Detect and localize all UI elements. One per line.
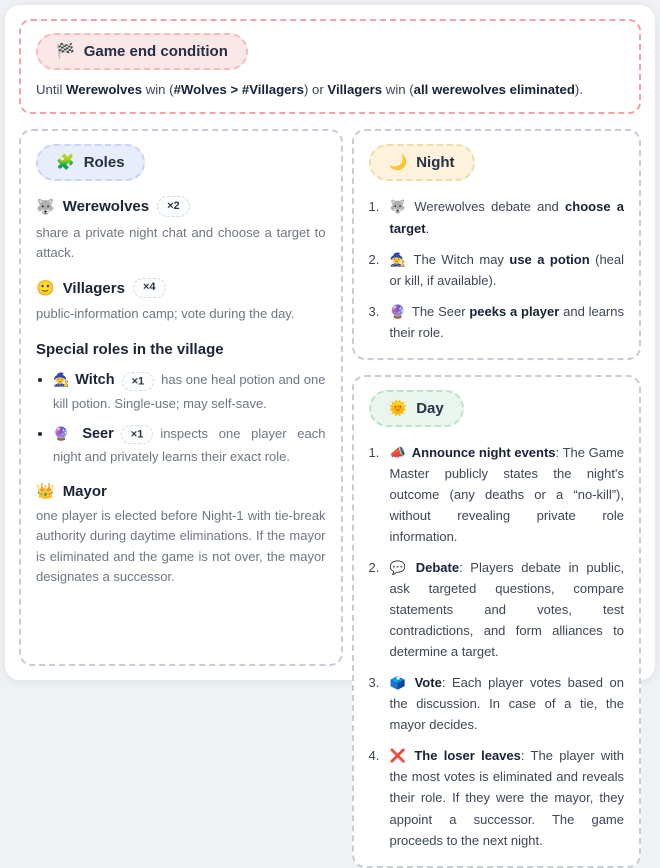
step-number: 3. xyxy=(368,675,380,691)
role-description: share a private night chat and choose a target to attack. xyxy=(36,224,326,260)
special-role-witch xyxy=(53,369,326,414)
day-steps xyxy=(369,442,625,851)
roles-card xyxy=(19,129,343,666)
role-group-werewolves xyxy=(36,181,326,262)
role-name: Villagers xyxy=(62,279,125,297)
cross-mark-icon: ❌ xyxy=(389,748,409,764)
day-step-1 xyxy=(369,442,625,547)
night-badge xyxy=(369,144,475,181)
role-heading xyxy=(36,482,326,500)
content-columns xyxy=(19,129,641,848)
night-step-3 xyxy=(369,301,625,343)
day-badge xyxy=(369,390,464,427)
night-step-1 xyxy=(369,196,625,238)
roles-badge xyxy=(36,144,145,181)
count-badge: ×1 xyxy=(121,425,154,444)
count-badge: ×2 xyxy=(157,196,190,216)
megaphone-icon: 📣 xyxy=(389,444,406,460)
wolf-icon: 🐺 xyxy=(389,199,409,215)
role-heading xyxy=(36,196,326,216)
day-card xyxy=(352,375,642,868)
step-text: ❌ The loser leaves: The player with the most votes is eliminated and reveals their role. If they were the mayor, they appoint a successor. The game proceeds to the next night. xyxy=(389,748,625,848)
step-number: 1. xyxy=(368,199,380,215)
game-end-card xyxy=(19,19,641,114)
step-number: 4. xyxy=(368,748,380,764)
game-end-text: Until Werewolves win (#Wolves > #Villagers) or Villagers win (all werewolves eliminated). xyxy=(36,82,583,97)
step-text: 🐺 Werewolves debate and choose a target. xyxy=(389,199,625,236)
puzzle-icon: 🧩 xyxy=(56,154,75,172)
role-name: Seer xyxy=(82,425,114,442)
special-roles-list xyxy=(36,369,326,476)
night-step-2 xyxy=(369,249,625,291)
witch-icon: 🧙 xyxy=(389,251,408,267)
step-text: 📣 Announce night events: The Game Master publicly states the night's outcome (any deaths or a “no-kill”), without revealing private role information. xyxy=(389,444,625,544)
night-card xyxy=(352,129,642,359)
smiley-icon: 🙂 xyxy=(36,280,55,298)
step-number: 3. xyxy=(368,303,380,319)
step-number: 1. xyxy=(368,444,380,460)
step-text: 💬 Debate: Players debate in public, ask targeted questions, compare statements and votes, test contradictions, and form alliances to determine a target. xyxy=(389,560,624,660)
day-title: Day xyxy=(416,399,444,417)
count-badge: ×1 xyxy=(122,372,155,391)
rules-sheet xyxy=(4,4,656,848)
sun-icon: 🌞 xyxy=(388,399,408,417)
day-step-4 xyxy=(369,745,625,850)
step-text: 🔮 The Seer peeks a player and learns their role. xyxy=(389,303,624,340)
crescent-moon-icon: 🌙 xyxy=(388,154,408,172)
game-end-title: Game end condition xyxy=(83,43,228,60)
role-name: Mayor xyxy=(62,482,107,500)
checkered-flag-icon: 🏁 xyxy=(56,43,75,60)
role-description: one player is elected before Night-1 with tie-break authority during daytime eliminations. If the mayor is eliminated and the game is not over, the mayor designates a successor. xyxy=(36,508,326,584)
step-number: 2. xyxy=(368,560,380,575)
step-text: 🗳️ Vote: Each player votes based on the discussion. In case of a tie, the mayor decides. xyxy=(389,675,624,733)
step-number: 2. xyxy=(368,251,380,267)
crystal-ball-icon: 🔮 xyxy=(389,303,406,319)
right-column xyxy=(352,129,642,848)
game-end-badge xyxy=(36,33,248,70)
role-description: inspects one player each night and privately learns their exact role. xyxy=(53,425,326,465)
role-name: Witch xyxy=(75,372,115,389)
role-heading xyxy=(36,278,326,298)
special-roles-heading: Special roles in the village xyxy=(36,341,224,359)
speech-balloon-icon: 💬 xyxy=(389,560,410,575)
role-group-villagers xyxy=(36,263,326,324)
count-badge: ×4 xyxy=(133,278,166,298)
role-name: Werewolves xyxy=(62,198,150,216)
roles-title: Roles xyxy=(83,154,125,172)
witch-icon: 🧙 xyxy=(53,372,70,388)
role-description: has one heal potion and one kill potion. Single-use; may self-save. xyxy=(53,372,326,411)
day-step-3 xyxy=(369,672,625,735)
day-step-2 xyxy=(369,557,625,662)
crystal-ball-icon: 🔮 xyxy=(53,425,77,441)
step-text: 🧙 The Witch may use a potion (heal or kill, if available). xyxy=(389,251,625,288)
wolf-icon: 🐺 xyxy=(36,198,55,216)
role-description: public-information camp; vote during the day. xyxy=(36,306,295,322)
ballot-box-icon: 🗳️ xyxy=(389,675,409,691)
crown-icon: 👑 xyxy=(36,483,55,501)
special-role-seer xyxy=(53,423,326,468)
night-title: Night xyxy=(416,154,455,172)
role-group-mayor xyxy=(36,476,326,587)
night-steps xyxy=(369,196,625,342)
